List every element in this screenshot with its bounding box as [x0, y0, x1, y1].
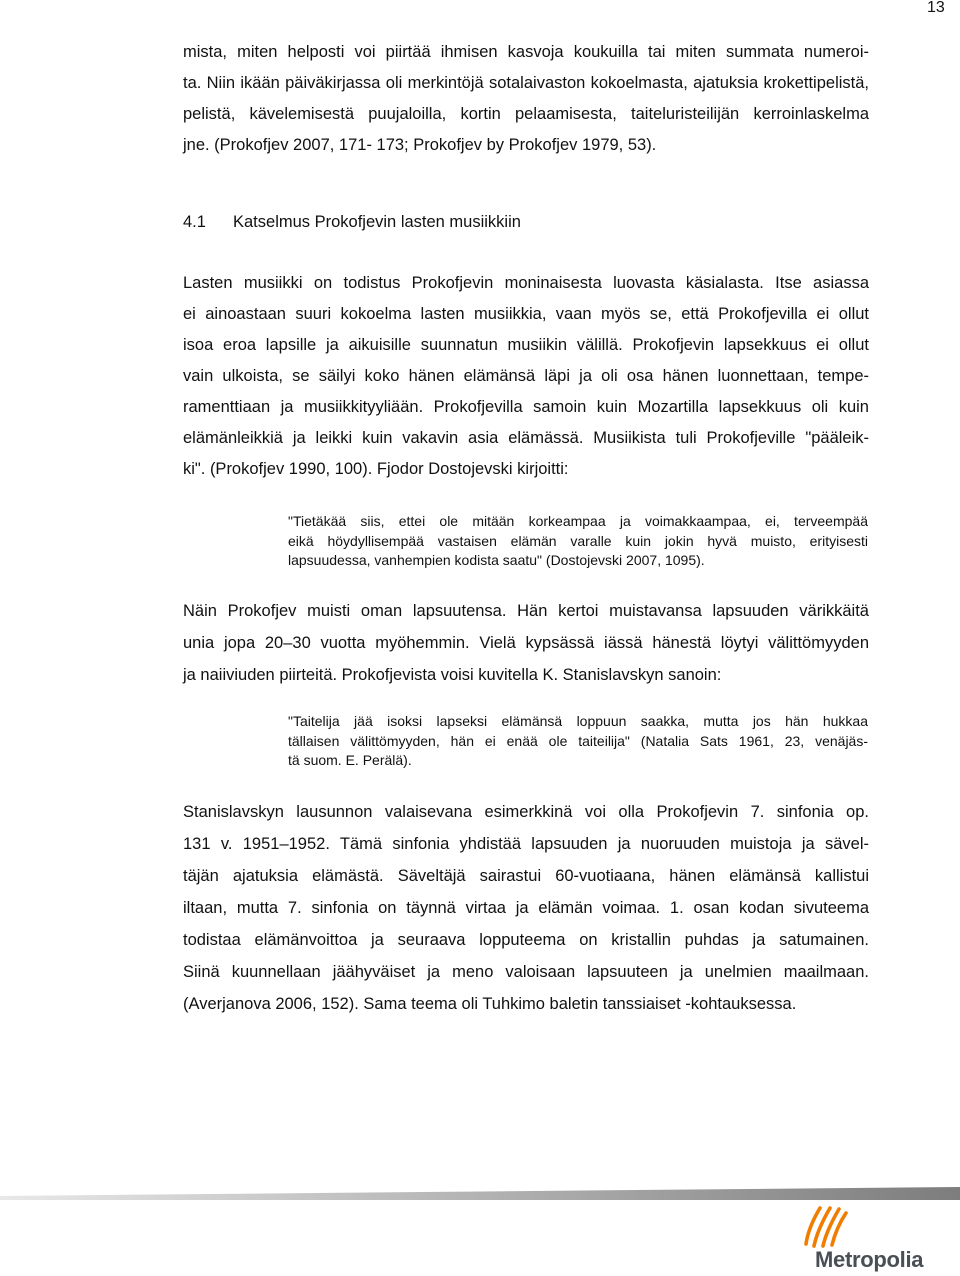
text-line: 131 v. 1951–1952. Tämä sinfonia yhdistää lapsuuden ja nuoruuden muistoja ja sävel-	[183, 835, 869, 853]
paragraph-4	[183, 796, 869, 1020]
block-quote-stanislavsky	[288, 712, 868, 771]
text-line: isoa eroa lapsille ja aikuisille suunnatun musiikin välillä. Prokofjevin lapsekkuus ei ollut	[183, 336, 869, 354]
section-number: 4.1	[183, 213, 206, 231]
text-line: ramenttiaan ja musiikkityyliään. Prokofjevilla samoin kuin Mozartilla lapsekkuus oli kuin	[183, 398, 869, 416]
text-line: Näin Prokofjev muisti oman lapsuutensa. Hän kertoi muistavansa lapsuuden värikkäitä	[183, 602, 869, 620]
paragraph-1	[183, 37, 869, 161]
text-line: ja naiiviuden piirteitä. Prokofjevista voisi kuvitella K. Stanislavskyn sanoin:	[183, 666, 722, 684]
text-line: todistaa elämänvoittoa ja seuraava lopputeema on kristallin puhdas ja satumainen.	[183, 931, 869, 949]
text-line: ki". (Prokofjev 1990, 100). Fjodor Dostojevski kirjoitti:	[183, 460, 569, 478]
text-line: mista, miten helposti voi piirtää ihmisen kasvoja koukuilla tai miten summata numeroi-	[183, 43, 869, 61]
quote-line: lapsuudessa, vanhempien kodista saatu" (Dostojevski 2007, 1095).	[288, 552, 705, 568]
quote-line: "Tietäkää siis, ettei ole mitään korkeampaa ja voimakkaampaa, ei, terveempää	[288, 513, 868, 529]
section-title: Katselmus Prokofjevin lasten musiikkiin	[233, 213, 521, 231]
text-line: ei ainoastaan suuri kokoelma lasten musiikkia, vaan myös se, että Prokofjevilla ei ollut	[183, 305, 869, 323]
paragraph-2	[183, 268, 869, 485]
footer-gradient-bar	[0, 1187, 960, 1200]
text-line: vain ulkoista, se säilyi koko hänen elämänsä läpi ja oli osa hänen luonnettaan, tempe-	[183, 367, 869, 385]
text-line: elämänleikkiä ja leikki kuin vakavin asia elämässä. Musiikista tuli Prokofjeville "pääleik-	[183, 429, 869, 447]
text-line: unia jopa 20–30 vuotta myöhemmin. Vielä kypsässä iässä hänestä löytyi välittömyyden	[183, 634, 869, 652]
text-line: Stanislavskyn lausunnon valaisevana esimerkkinä voi olla Prokofjevin 7. sinfonia op.	[183, 803, 869, 821]
text-line: pelistä, kävelemisestä puujaloilla, kortin pelaamisesta, taiteluristeilijän kerroinlaskelma	[183, 105, 869, 123]
text-line: Siinä kuunnellaan jäähyväiset ja meno valoisaan lapsuuteen ja unelmien maailmaan.	[183, 963, 869, 981]
quote-line: "Taitelija jää isoksi lapseksi elämänsä loppuun saakka, mutta jos hän hukkaa	[288, 713, 868, 729]
logo-text: Metropolia	[815, 1247, 924, 1272]
text-line: jne. (Prokofjev 2007, 171- 173; Prokofjev by Prokofjev 1979, 53).	[183, 136, 657, 154]
section-heading	[183, 207, 521, 238]
text-line: täjän ajatuksia elämästä. Säveltäjä sairastui 60-vuotiaana, hänen elämänsä kallistui	[183, 867, 869, 885]
text-line: iltaan, mutta 7. sinfonia on täynnä virtaa ja elämän voimaa. 1. osan kodan sivuteema	[183, 899, 869, 917]
text-line: Lasten musiikki on todistus Prokofjevin moninaisesta luovasta käsialasta. Itse asiassa	[183, 274, 869, 292]
page-number: 13	[927, 0, 945, 16]
quote-line: eikä höydyllisempää vastaisen elämän varalle kuin jokin hyvä muisto, erityisesti	[288, 532, 868, 549]
text-line: (Averjanova 2006, 152). Sama teema oli Tuhkimo baletin tanssiaiset -kohtauksessa.	[183, 995, 797, 1013]
text-line: ta. Niin ikään päiväkirjassa oli merkintöjä sotalaivaston kokoelmasta, ajatuksia krokettipelistä,	[183, 74, 869, 92]
quote-line: tällaisen välittömyyden, hän ei enää ole taiteilija" (Natalia Sats 1961, 23, venäjäs-	[288, 732, 868, 749]
quote-line: tä suom. E. Perälä).	[288, 752, 412, 768]
paragraph-3	[183, 595, 869, 691]
block-quote-dostojevski	[288, 512, 868, 571]
